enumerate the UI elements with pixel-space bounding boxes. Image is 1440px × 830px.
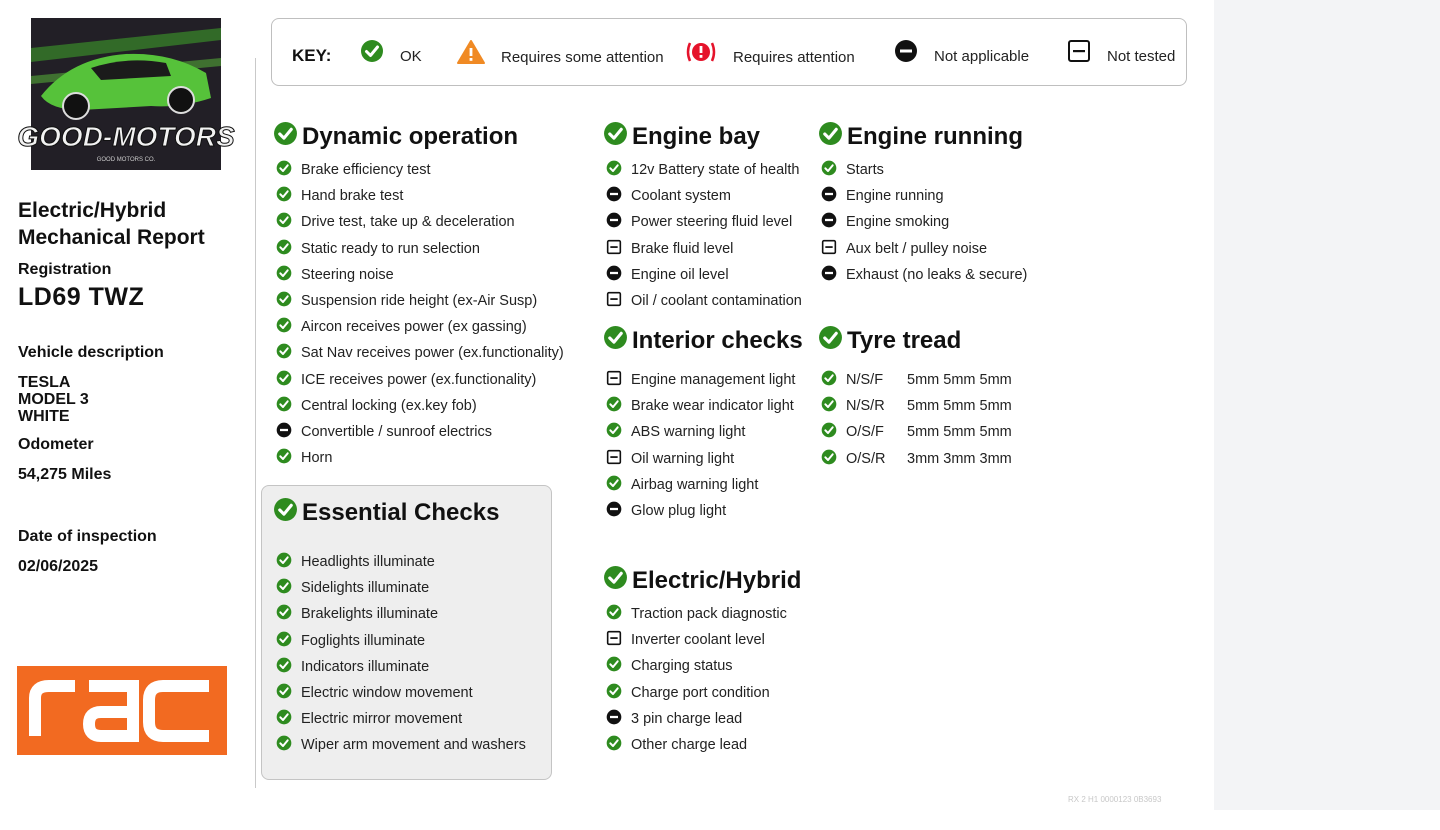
check-icon: [273, 497, 298, 529]
check-icon: [276, 239, 292, 259]
check-item: [606, 706, 801, 732]
check-icon: [821, 370, 837, 390]
check-item: [276, 628, 526, 654]
key-label-not-applicable: Not applicable: [934, 47, 1030, 65]
check-item: [821, 183, 1027, 209]
section-electric-hybrid: [603, 566, 801, 758]
check-item: [606, 627, 801, 653]
tyre-position: N/S/F: [846, 372, 884, 389]
tyre-depths: 5mm 5mm 5mm: [907, 424, 1012, 441]
check-icon: [821, 160, 837, 180]
minus-square-icon: [606, 630, 622, 650]
registration-label: Registration: [18, 261, 112, 278]
check-item-label: ICE receives power (ex.functionality): [301, 371, 537, 388]
minus-circle-icon: [606, 265, 622, 285]
section-title: Engine running: [847, 123, 1023, 150]
check-item: [276, 445, 564, 471]
check-item-label: Glow plug light: [631, 503, 727, 520]
check-item-label: Headlights illuminate: [301, 554, 435, 571]
check-item-label: Foglights illuminate: [301, 632, 426, 649]
minus-circle-icon: [606, 501, 622, 521]
check-icon: [606, 656, 622, 676]
check-icon: [276, 212, 292, 232]
check-item: [821, 236, 1027, 262]
key-label-ok: OK: [400, 47, 422, 65]
section-title: Dynamic operation: [302, 123, 519, 150]
check-item-label: Electric mirror movement: [301, 711, 463, 728]
key-item-attention: [685, 39, 855, 69]
check-item: [276, 367, 564, 393]
check-item-label: Brake fluid level: [631, 240, 734, 257]
check-item: [606, 393, 803, 419]
check-item-label: Coolant system: [631, 188, 731, 205]
check-icon: [606, 160, 622, 180]
check-item-label: Other charge lead: [631, 737, 748, 754]
check-item-label: Brake efficiency test: [301, 162, 431, 179]
minus-circle-icon: [606, 212, 622, 232]
column-divider: [255, 58, 256, 788]
check-item: [606, 262, 802, 288]
check-item: [606, 732, 801, 758]
check-item: [606, 183, 802, 209]
check-icon: [276, 291, 292, 311]
minus-circle-icon: [606, 709, 622, 729]
check-item-label: Wiper arm movement and washers: [301, 737, 526, 754]
check-icon: [606, 396, 622, 416]
check-item-label: Indicators illuminate: [301, 658, 430, 675]
check-item: [606, 419, 803, 445]
check-item-label: Power steering fluid level: [631, 214, 793, 231]
check-item-label: Exhaust (no leaks & secure): [846, 266, 1028, 283]
check-icon: [276, 578, 292, 598]
section-essential-checks: [273, 498, 526, 759]
check-item: [276, 209, 564, 235]
page-margin-right: [1214, 0, 1440, 810]
check-icon: [818, 121, 843, 153]
check-item: [821, 209, 1027, 235]
section-engine-running: [818, 122, 1027, 288]
check-item-label: Drive test, take up & deceleration: [301, 214, 515, 231]
check-item: [606, 367, 803, 393]
check-item-label: Oil warning light: [631, 450, 735, 467]
inspection-date-value: 02/06/2025: [18, 558, 99, 575]
check-item-label: Static ready to run selection: [301, 240, 480, 257]
section-title: Interior checks: [632, 327, 803, 354]
check-item: [276, 340, 564, 366]
section-engine-bay: [603, 122, 802, 314]
vehicle-description: [18, 374, 89, 425]
check-item-label: Brakelights illuminate: [301, 606, 439, 623]
odometer-value: 54,275 Miles: [18, 466, 112, 483]
rac-logo: [17, 666, 227, 755]
check-item-label: Inverter coolant level: [631, 632, 765, 649]
minus-square-icon: [606, 370, 622, 390]
check-item: [821, 262, 1027, 288]
check-item: [276, 393, 564, 419]
minus-circle-icon: [276, 422, 292, 442]
check-icon: [603, 325, 628, 357]
check-item-label: Hand brake test: [301, 188, 404, 205]
minus-circle-icon: [606, 186, 622, 206]
check-icon: [276, 396, 292, 416]
check-icon: [276, 604, 292, 624]
section-tyre-tread: [818, 326, 1012, 472]
key-title: KEY:: [292, 46, 332, 65]
check-item-label: ABS warning light: [631, 424, 746, 441]
check-item: [276, 706, 526, 732]
check-item: [276, 601, 526, 627]
logo-tagline-text: GOOD MOTORS CO.: [96, 157, 156, 163]
check-item-label: Suspension ride height (ex-Air Susp): [301, 293, 538, 310]
check-item: [276, 157, 564, 183]
check-icon: [606, 475, 622, 495]
alert-circle-icon: [685, 39, 717, 69]
minus-square-icon: [606, 291, 622, 311]
report-title-line1: Electric/Hybrid: [18, 199, 167, 222]
logo-brand-text: GOOD-MOTORS: [17, 121, 235, 152]
check-item-label: Engine management light: [631, 372, 796, 389]
check-item: [276, 236, 564, 262]
check-item: [821, 446, 1012, 472]
tyre-depths: 5mm 5mm 5mm: [907, 398, 1012, 415]
tyre-depths: 5mm 5mm 5mm: [907, 372, 1012, 389]
check-item-label: Steering noise: [301, 266, 394, 283]
check-item-label: Horn: [301, 450, 333, 467]
section-title: Tyre tread: [847, 327, 962, 354]
check-item: [606, 472, 803, 498]
check-item-label: Engine oil level: [631, 266, 729, 283]
check-item: [821, 157, 1027, 183]
check-item: [276, 183, 564, 209]
good-motors-logo: [17, 18, 235, 170]
check-item-label: Engine smoking: [846, 214, 950, 231]
check-icon: [606, 604, 622, 624]
key-label-some-attention: Requires some attention: [501, 48, 664, 66]
check-item: [606, 288, 802, 314]
tyre-position: O/S/R: [846, 450, 886, 467]
check-icon: [276, 657, 292, 677]
key-item-not-applicable: [894, 39, 1029, 67]
check-item-label: Oil / coolant contamination: [631, 293, 802, 310]
odometer-label: Odometer: [18, 436, 94, 453]
section-interior-checks: [603, 326, 803, 524]
tyre-depths: 3mm 3mm 3mm: [907, 450, 1012, 467]
warning-triangle-icon: [457, 39, 485, 69]
check-item-label: 12v Battery state of health: [631, 162, 800, 179]
check-icon: [821, 422, 837, 442]
check-item: [606, 653, 801, 679]
check-icon: [606, 683, 622, 703]
check-item: [606, 209, 802, 235]
check-item-label: Sidelights illuminate: [301, 580, 430, 597]
status-key: [271, 18, 1187, 86]
check-item-label: Engine running: [846, 188, 944, 205]
check-item-label: Charge port condition: [631, 684, 770, 701]
minus-circle-icon: [821, 212, 837, 232]
report-title: [18, 197, 248, 251]
check-icon: [276, 160, 292, 180]
vehicle-model: MODEL 3: [18, 391, 89, 408]
check-item-label: Airbag warning light: [631, 476, 759, 493]
check-item: [606, 498, 803, 524]
check-item: [821, 367, 1012, 393]
check-item: [606, 446, 803, 472]
check-item: [606, 157, 802, 183]
check-item: [606, 680, 801, 706]
key-label-attention: Requires attention: [733, 48, 855, 66]
check-icon: [276, 735, 292, 755]
check-item-label: Starts: [846, 162, 884, 179]
check-item: [276, 419, 564, 445]
check-item: [821, 393, 1012, 419]
check-item: [276, 575, 526, 601]
check-item-label: 3 pin charge lead: [631, 710, 743, 727]
check-item-label: Electric window movement: [301, 685, 473, 702]
vehicle-make: TESLA: [18, 374, 71, 391]
check-icon: [276, 265, 292, 285]
check-item: [606, 601, 801, 627]
check-item-label: Central locking (ex.key fob): [301, 397, 477, 414]
check-item: [276, 654, 526, 680]
check-icon: [276, 552, 292, 572]
check-icon: [276, 448, 292, 468]
section-title: Essential Checks: [302, 499, 500, 526]
check-icon: [276, 186, 292, 206]
minus-circle-icon: [821, 265, 837, 285]
vehicle-colour: WHITE: [18, 408, 70, 425]
tyre-position: O/S/F: [846, 424, 884, 441]
report-title-line2: Mechanical Report: [18, 226, 205, 249]
footer-code: RX 2 H1 0000123 0B3693: [1068, 795, 1162, 804]
check-icon: [603, 121, 628, 153]
section-title: Electric/Hybrid: [632, 567, 802, 594]
inspection-date-label: Date of inspection: [18, 528, 157, 545]
check-item-label: Charging status: [631, 658, 733, 675]
check-item: [276, 314, 564, 340]
check-icon: [821, 396, 837, 416]
check-item-label: Traction pack diagnostic: [631, 606, 787, 623]
check-item: [276, 732, 526, 758]
minus-circle-icon: [821, 186, 837, 206]
registration-value: LD69 TWZ: [18, 283, 145, 311]
key-label-not-tested: Not tested: [1107, 47, 1176, 65]
check-item-label: Aux belt / pulley noise: [846, 240, 988, 257]
check-item: [276, 680, 526, 706]
check-icon: [606, 735, 622, 755]
check-item-label: Aircon receives power (ex gassing): [301, 319, 527, 336]
check-item: [276, 549, 526, 575]
rac-logo-mark: [17, 666, 227, 755]
check-icon: [276, 631, 292, 651]
check-icon: [821, 449, 837, 469]
check-icon: [276, 343, 292, 363]
minus-square-icon: [606, 449, 622, 469]
key-item-ok: [360, 39, 422, 67]
check-item: [276, 288, 564, 314]
check-icon: [603, 565, 628, 597]
minus-square-icon: [1067, 39, 1091, 67]
section-dynamic-operation: [273, 122, 564, 471]
check-icon: [276, 709, 292, 729]
minus-square-icon: [606, 239, 622, 259]
key-item-not-tested: [1067, 39, 1175, 67]
section-title: Engine bay: [632, 123, 761, 150]
check-item: [276, 262, 564, 288]
check-item-label: Brake wear indicator light: [631, 398, 794, 415]
minus-square-icon: [821, 239, 837, 259]
tyre-position: N/S/R: [846, 398, 885, 415]
check-icon: [606, 422, 622, 442]
check-item: [821, 419, 1012, 445]
vehicle-description-label: Vehicle description: [18, 344, 164, 361]
check-icon: [276, 370, 292, 390]
check-icon: [276, 317, 292, 337]
minus-circle-icon: [894, 39, 918, 67]
check-icon: [273, 121, 298, 153]
check-item-label: Sat Nav receives power (ex.functionality): [301, 345, 564, 362]
key-item-some-attention: [457, 39, 664, 69]
check-item-label: Convertible / sunroof electrics: [301, 423, 492, 440]
check-icon: [360, 39, 384, 67]
check-icon: [818, 325, 843, 357]
check-item: [606, 236, 802, 262]
check-icon: [276, 683, 292, 703]
